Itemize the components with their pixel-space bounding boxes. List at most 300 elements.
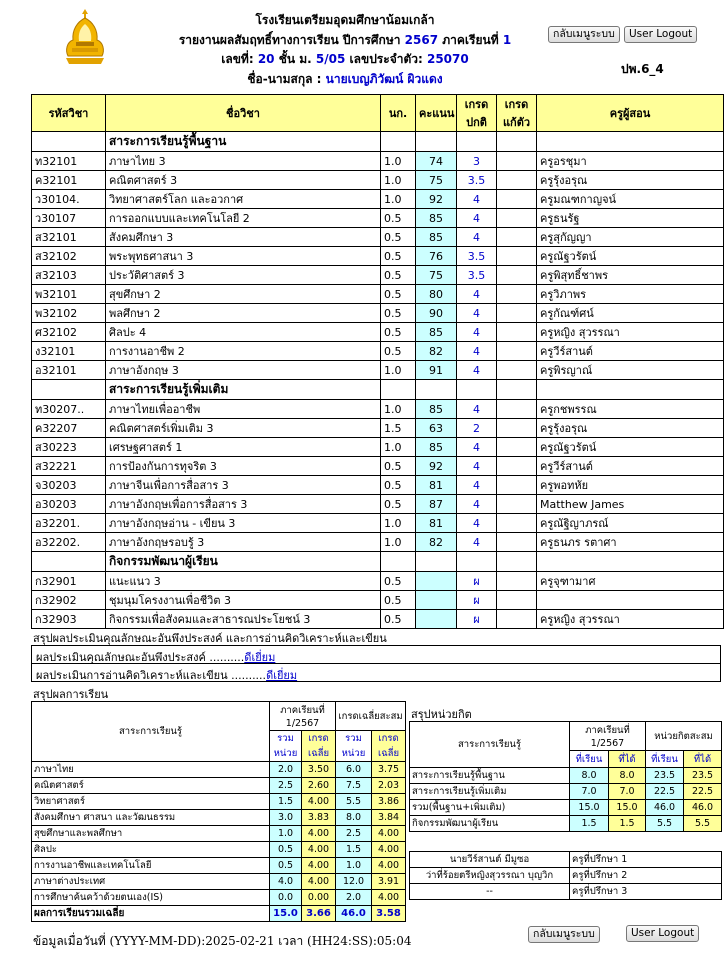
results-cum-units: 8.0: [336, 810, 372, 826]
subject-name: ภาษาไทยเพื่ออาชีพ: [106, 400, 381, 419]
subject-score: 75: [416, 266, 457, 285]
subject-name: สังคมศึกษา 3: [106, 228, 381, 247]
subject-grade-fix: [497, 495, 537, 514]
subject-score: 81: [416, 514, 457, 533]
evaluation-title: สรุปผลประเมินคุณลักษณะอันพึงประสงค์ และการอ่านคิดวิเคราะห์และเขียน: [33, 632, 387, 645]
section-empty-cell: [537, 132, 724, 152]
units-term-study: 15.0: [570, 800, 609, 816]
subject-grade-fix: [497, 533, 537, 552]
units-term-study: 8.0: [570, 768, 609, 784]
col-grade-normal-line1: เกรด: [464, 98, 489, 111]
subject-row: [32, 476, 724, 495]
subject-score: 85: [416, 209, 457, 228]
advisor-role: ครูที่ปรึกษา 2: [570, 868, 722, 884]
section-code-empty: [32, 132, 106, 152]
section-code-empty: [32, 380, 106, 400]
subject-code: ส32101: [32, 228, 106, 247]
subject-grade: 4: [457, 190, 497, 209]
report-prefix: รายงานผลสัมฤทธิ์ทางการเรียน ปีการศึกษา: [178, 33, 401, 47]
results-term-units: 1.5: [270, 794, 302, 810]
subject-name: ภาษาอังกฤษเพื่อการสื่อสาร 3: [106, 495, 381, 514]
col-grade-fix: [497, 95, 537, 132]
results-col-cum: เกรดเฉลี่ยสะสม: [336, 702, 406, 731]
subject-teacher: ครูวิภาพร: [537, 285, 724, 304]
subject-credits: 0.5: [381, 342, 416, 361]
subject-row: [32, 419, 724, 438]
subject-row: [32, 228, 724, 247]
subject-teacher: ครูณัฐิญาภรณ์: [537, 514, 724, 533]
section-title: สาระการเรียนรู้เพิ่มเติม: [106, 380, 381, 400]
results-area: การศึกษาค้นคว้าด้วยตนเอง(IS): [32, 890, 270, 906]
subject-grade: 4: [457, 209, 497, 228]
results-area: คณิตศาสตร์: [32, 778, 270, 794]
subject-grade: 3: [457, 152, 497, 171]
subject-name: แนะแนว 3: [106, 572, 381, 591]
subject-teacher: ครูสุกัญญา: [537, 228, 724, 247]
subject-row: [32, 438, 724, 457]
name-label: ชื่อ-นามสกุล :: [247, 72, 322, 86]
units-term-study: 7.0: [570, 784, 609, 800]
subject-score: [416, 591, 457, 610]
subject-name: ภาษาไทย 3: [106, 152, 381, 171]
results-term-gpa: 4.00: [302, 858, 336, 874]
advisor-row: [410, 852, 722, 868]
units-sub-cum-study: ที่เรียน: [646, 751, 684, 768]
col-teacher: ครูผู้สอน: [537, 95, 724, 132]
subject-credits: 0.5: [381, 304, 416, 323]
results-term-gpa: 3.83: [302, 810, 336, 826]
results-area: วิทยาศาสตร์: [32, 794, 270, 810]
results-term-gpa: 3.50: [302, 762, 336, 778]
subject-credits: 0.5: [381, 209, 416, 228]
subject-grade-fix: [497, 457, 537, 476]
advisor-row: [410, 884, 722, 900]
logout-button[interactable]: User Logout: [624, 26, 697, 43]
subject-credits: 0.5: [381, 247, 416, 266]
subject-teacher: ครูวีร์สานต์: [537, 342, 724, 361]
results-area: ภาษาไทย: [32, 762, 270, 778]
subject-grade-fix: [497, 400, 537, 419]
results-area: ภาษาต่างประเทศ: [32, 874, 270, 890]
results-sub-units: รวมหน่วย: [270, 731, 302, 762]
section-empty-cell: [537, 380, 724, 400]
units-sub-got: ที่ได้: [609, 751, 646, 768]
results-sub-cum-gpa: เกรดเฉลี่ย: [372, 731, 406, 762]
units-sub-cum-got: ที่ได้: [684, 751, 722, 768]
units-cum-got: 46.0: [684, 800, 722, 816]
subject-grade-fix: [497, 285, 537, 304]
subject-grade: 3.5: [457, 266, 497, 285]
section-empty-cell: [497, 380, 537, 400]
units-cum-got: 5.5: [684, 816, 722, 832]
subject-grade-fix: [497, 209, 537, 228]
results-area: การงานอาชีพและเทคโนโลยี: [32, 858, 270, 874]
units-col-cum: หน่วยกิตสะสม: [646, 722, 722, 751]
subject-score: 92: [416, 457, 457, 476]
subject-credits: 1.0: [381, 400, 416, 419]
subject-teacher: ครูธนรัฐ: [537, 209, 724, 228]
col-grade-fix-line2: แก้ตัว: [502, 116, 531, 129]
subject-teacher: ครูณัฐวรัตน์: [537, 438, 724, 457]
subject-grade-fix: [497, 266, 537, 285]
results-area: สังคมศึกษา ศาสนา และวัฒนธรรม: [32, 810, 270, 826]
subject-teacher: ครูรุ้งอรุณ: [537, 171, 724, 190]
results-cum-gpa: 3.86: [372, 794, 406, 810]
advisor-name: ว่าที่ร้อยตรีหญิงสุวรรณา บุญวิก: [410, 868, 570, 884]
results-cum-gpa: 4.00: [372, 842, 406, 858]
subject-code: ก32902: [32, 591, 106, 610]
section-header-row: [32, 132, 724, 152]
reading-evaluation: [31, 663, 721, 682]
subject-code: อ32201.: [32, 514, 106, 533]
section-header-row: [32, 552, 724, 572]
section-empty-cell: [381, 132, 416, 152]
results-term-units: 2.5: [270, 778, 302, 794]
subject-row: [32, 266, 724, 285]
characteristic-result-link[interactable]: ดีเยี่ยม: [244, 651, 276, 664]
subject-grade-fix: [497, 171, 537, 190]
subject-name: ภาษาอังกฤษ 3: [106, 361, 381, 380]
units-area: สาระการเรียนรู้พื้นฐาน: [410, 768, 570, 784]
subject-grade-fix: [497, 476, 537, 495]
section-empty-cell: [457, 552, 497, 572]
section-empty-cell: [416, 132, 457, 152]
results-body: [32, 762, 406, 906]
subject-teacher: ครูจุฑามาศ: [537, 572, 724, 591]
col-grade-normal-line2: ปกติ: [466, 116, 487, 129]
units-title: สรุปหน่วยกิต: [411, 708, 472, 721]
subject-grade-fix: [497, 438, 537, 457]
results-term-gpa: 0.00: [302, 890, 336, 906]
subject-row: [32, 400, 724, 419]
subject-code: ว30104.: [32, 190, 106, 209]
results-total-term-gpa: 3.66: [302, 906, 336, 922]
subject-credits: 0.5: [381, 323, 416, 342]
subject-name: สุขศึกษา 2: [106, 285, 381, 304]
results-sub-gpa: เกรดเฉลี่ย: [302, 731, 336, 762]
subject-name: การงานอาชีพ 2: [106, 342, 381, 361]
subject-name: วิทยาศาสตร์โลก และอวกาศ: [106, 190, 381, 209]
results-term-units: 4.0: [270, 874, 302, 890]
subject-code: จ30203: [32, 476, 106, 495]
subject-teacher: ครูณัฐวรัตน์: [537, 247, 724, 266]
section-code-empty: [32, 552, 106, 572]
results-term-units: 0.5: [270, 842, 302, 858]
section-empty-cell: [416, 552, 457, 572]
subject-grade-fix: [497, 247, 537, 266]
subject-credits: 0.5: [381, 591, 416, 610]
subject-credits: 0.5: [381, 266, 416, 285]
subject-grade-fix: [497, 361, 537, 380]
subject-grade-fix: [497, 228, 537, 247]
subject-credits: 0.5: [381, 457, 416, 476]
subject-score: 63: [416, 419, 457, 438]
subject-code: ค32207: [32, 419, 106, 438]
subject-score: 80: [416, 285, 457, 304]
section-empty-cell: [381, 552, 416, 572]
results-sub-cum-units: รวมหน่วย: [336, 731, 372, 762]
section-empty-cell: [416, 380, 457, 400]
results-row: [32, 778, 406, 794]
subject-grade: 4: [457, 476, 497, 495]
characteristic-evaluation: [31, 645, 721, 664]
subject-credits: 1.0: [381, 533, 416, 552]
units-col-term: ภาคเรียนที่ 1/2567: [570, 722, 646, 751]
subject-grade: 4: [457, 514, 497, 533]
subject-name: คณิตศาสตร์เพิ่มเติม 3: [106, 419, 381, 438]
subject-row: [32, 572, 724, 591]
units-cum-got: 23.5: [684, 768, 722, 784]
results-term-gpa: 4.00: [302, 826, 336, 842]
subject-grade: 4: [457, 304, 497, 323]
subject-score: 91: [416, 361, 457, 380]
advisor-name: --: [410, 884, 570, 900]
subject-grade: ผ: [457, 591, 497, 610]
units-row: [410, 768, 722, 784]
subject-name: กิจกรรมเพื่อสังคมและสาธารณประโยชน์ 3: [106, 610, 381, 629]
subject-name: พลศึกษา 2: [106, 304, 381, 323]
subject-grade-fix: [497, 514, 537, 533]
results-term-units: 2.0: [270, 762, 302, 778]
subject-score: 82: [416, 342, 457, 361]
results-row: [32, 874, 406, 890]
col-credits: นก.: [381, 95, 416, 132]
grades-body: [32, 132, 724, 629]
results-term-units: 3.0: [270, 810, 302, 826]
logout-button-bottom[interactable]: User Logout: [626, 925, 699, 942]
results-total-row: [32, 906, 406, 922]
subject-code: พ32102: [32, 304, 106, 323]
subject-code: ศ32102: [32, 323, 106, 342]
results-term-gpa: 4.00: [302, 842, 336, 858]
subject-credits: 1.0: [381, 361, 416, 380]
subject-row: [32, 514, 724, 533]
subject-code: ว30107: [32, 209, 106, 228]
subject-name: ภาษาอังกฤษรอบรู้ 3: [106, 533, 381, 552]
subject-teacher: ครูรุ้งอรุณ: [537, 419, 724, 438]
units-term-got: 1.5: [609, 816, 646, 832]
subject-credits: 1.0: [381, 514, 416, 533]
results-row: [32, 858, 406, 874]
student-id: 25070: [426, 52, 469, 66]
subject-name: ภาษาจีนเพื่อการสื่อสาร 3: [106, 476, 381, 495]
subject-score: 82: [416, 533, 457, 552]
section-title: กิจกรรมพัฒนาผู้เรียน: [106, 552, 381, 572]
results-term-units: 0.5: [270, 858, 302, 874]
results-cum-units: 1.5: [336, 842, 372, 858]
results-cum-gpa: 4.00: [372, 858, 406, 874]
subject-name: การออกแบบและเทคโนโลยี 2: [106, 209, 381, 228]
units-body: [410, 768, 722, 832]
subject-grade-fix: [497, 190, 537, 209]
subject-teacher: ครูพิสุทธิ์ชาพร: [537, 266, 724, 285]
units-term-got: 8.0: [609, 768, 646, 784]
subject-code: ง32101: [32, 342, 106, 361]
units-cum-study: 46.0: [646, 800, 684, 816]
characteristic-label: ผลประเมินคุณลักษณะอันพึงประสงค์ ..........: [36, 651, 245, 664]
units-row: [410, 816, 722, 832]
section-empty-cell: [537, 552, 724, 572]
subject-grade: 4: [457, 323, 497, 342]
units-table: [409, 721, 722, 832]
results-row: [32, 890, 406, 906]
subject-grade: 3.5: [457, 247, 497, 266]
subject-credits: 0.5: [381, 228, 416, 247]
results-col-term: ภาคเรียนที่ 1/2567: [270, 702, 336, 731]
subject-grade-fix: [497, 342, 537, 361]
results-area: สุขศึกษาและพลศึกษา: [32, 826, 270, 842]
subject-name: การป้องกันการทุจริต 3: [106, 457, 381, 476]
section-empty-cell: [457, 132, 497, 152]
subject-grade: 2: [457, 419, 497, 438]
subject-row: [32, 285, 724, 304]
back-to-menu-button-bottom[interactable]: กลับเมนูระบบ: [528, 926, 600, 943]
subject-grade: 4: [457, 533, 497, 552]
back-to-menu-button[interactable]: กลับเมนูระบบ: [548, 26, 620, 43]
results-term-gpa: 4.00: [302, 794, 336, 810]
subject-credits: 1.0: [381, 152, 416, 171]
subject-score: 74: [416, 152, 457, 171]
results-total-cum-units: 46.0: [336, 906, 372, 922]
units-cum-study: 5.5: [646, 816, 684, 832]
subject-teacher: ครูกชพรรณ: [537, 400, 724, 419]
results-cum-units: 2.5: [336, 826, 372, 842]
subject-grade: 4: [457, 361, 497, 380]
reading-label: ผลประเมินการอ่านคิดวิเคราะห์และเขียน ..........: [36, 669, 267, 682]
units-header-row: [410, 722, 722, 751]
subject-teacher: ครูวีร์สานต์: [537, 457, 724, 476]
form-code: ปพ.6_4: [621, 62, 664, 76]
subject-score: 92: [416, 190, 457, 209]
subject-credits: 0.5: [381, 476, 416, 495]
subject-name: พระพุทธศาสนา 3: [106, 247, 381, 266]
subject-grade: 4: [457, 285, 497, 304]
advisor-row: [410, 868, 722, 884]
results-cum-units: 7.5: [336, 778, 372, 794]
units-area: รวม(พื้นฐาน+เพิ่มเติม): [410, 800, 570, 816]
col-subject: ชื่อวิชา: [106, 95, 381, 132]
subject-teacher: ครูกัณฑ์ศน์: [537, 304, 724, 323]
subject-credits: 0.5: [381, 495, 416, 514]
col-score: คะแนน: [416, 95, 457, 132]
subject-score: [416, 610, 457, 629]
units-row: [410, 800, 722, 816]
school-name: โรงเรียนเตรียมอุดมศึกษาน้อมเกล้า: [255, 13, 435, 27]
subject-teacher: ครูหญิง สุวรรณา: [537, 323, 724, 342]
subject-code: ก32903: [32, 610, 106, 629]
term-label: ภาคเรียนที่: [442, 33, 499, 47]
subject-code: ค32101: [32, 171, 106, 190]
subject-code: ก32901: [32, 572, 106, 591]
report-title: [120, 31, 570, 50]
subject-grade: 4: [457, 228, 497, 247]
subject-score: 85: [416, 228, 457, 247]
school-crest-icon: [62, 8, 108, 68]
section-title: สาระการเรียนรู้พื้นฐาน: [106, 132, 381, 152]
subject-code: อ32202.: [32, 533, 106, 552]
subject-code: ส32103: [32, 266, 106, 285]
section-empty-cell: [497, 552, 537, 572]
subject-credits: 0.5: [381, 572, 416, 591]
results-term-gpa: 4.00: [302, 874, 336, 890]
subject-score: 85: [416, 400, 457, 419]
results-term-units: 1.0: [270, 826, 302, 842]
student-name-line: [120, 70, 570, 89]
subject-grade: ผ: [457, 572, 497, 591]
subject-row: [32, 342, 724, 361]
student-number: 20: [257, 52, 275, 66]
subject-credits: 0.5: [381, 285, 416, 304]
results-cum-gpa: 3.84: [372, 810, 406, 826]
subject-name: เศรษฐศาสตร์ 1: [106, 438, 381, 457]
units-sub-study: ที่เรียน: [570, 751, 609, 768]
subject-name: ชุมนุมโครงงานเพื่อชีวิต 3: [106, 591, 381, 610]
subject-row: [32, 361, 724, 380]
subject-credits: 1.0: [381, 171, 416, 190]
subject-grade: ผ: [457, 610, 497, 629]
subject-code: อ30203: [32, 495, 106, 514]
subject-score: 90: [416, 304, 457, 323]
subject-grade: 4: [457, 438, 497, 457]
subject-score: [416, 572, 457, 591]
advisors-body: [410, 852, 722, 900]
results-cum-units: 6.0: [336, 762, 372, 778]
subject-row: [32, 495, 724, 514]
results-total-cum-gpa: 3.58: [372, 906, 406, 922]
subject-grade: 4: [457, 495, 497, 514]
results-cum-units: 5.5: [336, 794, 372, 810]
results-row: [32, 810, 406, 826]
subject-grade-fix: [497, 591, 537, 610]
subject-code: ท32101: [32, 152, 106, 171]
results-term-units: 0.0: [270, 890, 302, 906]
subject-score: 76: [416, 247, 457, 266]
grades-header-row: [32, 95, 724, 132]
subject-score: 85: [416, 438, 457, 457]
data-timestamp: ข้อมูลเมื่อวันที่ (YYYY-MM-DD):2025-02-21 เวลา (HH24:SS):05:04: [33, 934, 412, 948]
results-row: [32, 794, 406, 810]
subject-row: [32, 247, 724, 266]
results-cum-gpa: 2.03: [372, 778, 406, 794]
academic-year: 2567: [404, 33, 439, 47]
section-header-row: [32, 380, 724, 400]
units-term-got: 15.0: [609, 800, 646, 816]
results-table: [31, 701, 406, 922]
results-total-label: ผลการเรียนรวมเฉลี่ย: [32, 906, 270, 922]
results-area: ศิลปะ: [32, 842, 270, 858]
reading-result-link[interactable]: ดีเยี่ยม: [266, 669, 298, 682]
section-empty-cell: [381, 380, 416, 400]
results-header-row: [32, 702, 406, 731]
subject-code: ส32102: [32, 247, 106, 266]
subject-row: [32, 591, 724, 610]
subject-code: พ32101: [32, 285, 106, 304]
results-cum-units: 1.0: [336, 858, 372, 874]
subject-teacher: ครูพอทหัย: [537, 476, 724, 495]
subject-grade: 4: [457, 342, 497, 361]
subject-row: [32, 323, 724, 342]
subject-score: 85: [416, 323, 457, 342]
subject-row: [32, 610, 724, 629]
term-number: 1: [502, 33, 512, 47]
subject-teacher: ครูธนภร รตาศา: [537, 533, 724, 552]
subject-grade-fix: [497, 323, 537, 342]
units-term-got: 7.0: [609, 784, 646, 800]
subject-code: ส32221: [32, 457, 106, 476]
subject-row: [32, 152, 724, 171]
results-cum-gpa: 4.00: [372, 890, 406, 906]
subject-row: [32, 533, 724, 552]
